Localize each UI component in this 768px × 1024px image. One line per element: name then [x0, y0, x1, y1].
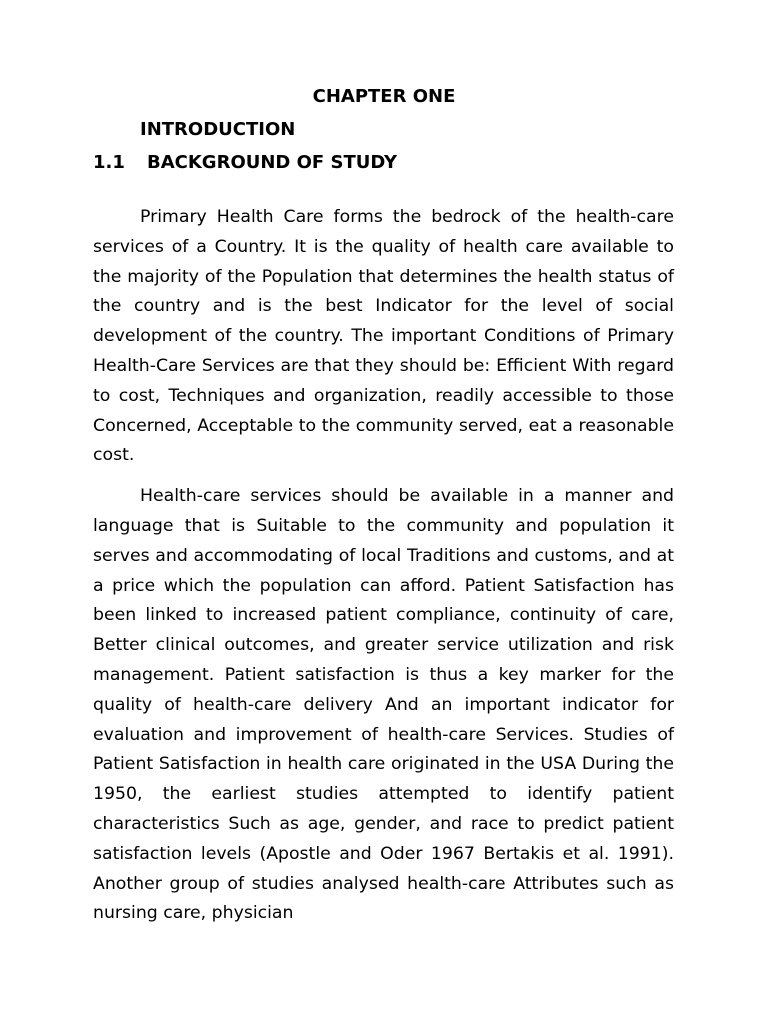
- introduction-heading: INTRODUCTION: [140, 119, 296, 140]
- section-heading: [93, 152, 397, 174]
- chapter-title: CHAPTER ONE: [312, 86, 456, 107]
- section-number: 1.1: [93, 152, 125, 173]
- body-text: [93, 203, 674, 940]
- paragraph-health-care-services: Health-care services should be available in a manner and language that is Suitable to the community and population it serves and accommodating of local Traditions and customs, and at a price which the population can afford. Patient Satisfaction has been linked to increased patient compliance, continuity of care, Better clinical outcomes, and greater service utilization and risk management. Patient satisfaction is thus a key marker for the quality of health-care delivery And an important indicator for evaluation and improvement of health-care Services. Studies of Patient Satisfaction in health care originated in the USA During the 1950, the earliest studies attempted to identify patient characteristics Such as age, gender, and race to predict patient satisfaction levels (Apostle and Oder 1967 Bertakis et al. 1991). Another group of studies analysed health-care Attributes such as nursing care, physician: [93, 486, 674, 924]
- paragraph-primary-health-care: Primary Health Care forms the bedrock of the health-care services of a Country. It is the quality of health care available to the majority of the Population that determines the health status of the country and is the best Indicator for the level of social development of the country. The important Conditions of Primary Health-Care Services are that they should be: Efficient With regard to cost, Techniques and organization, readily accessible to those Concerned, Acceptable to the community served, eat a reasonable cost.: [93, 207, 674, 466]
- section-title: BACKGROUND OF STUDY: [147, 152, 398, 173]
